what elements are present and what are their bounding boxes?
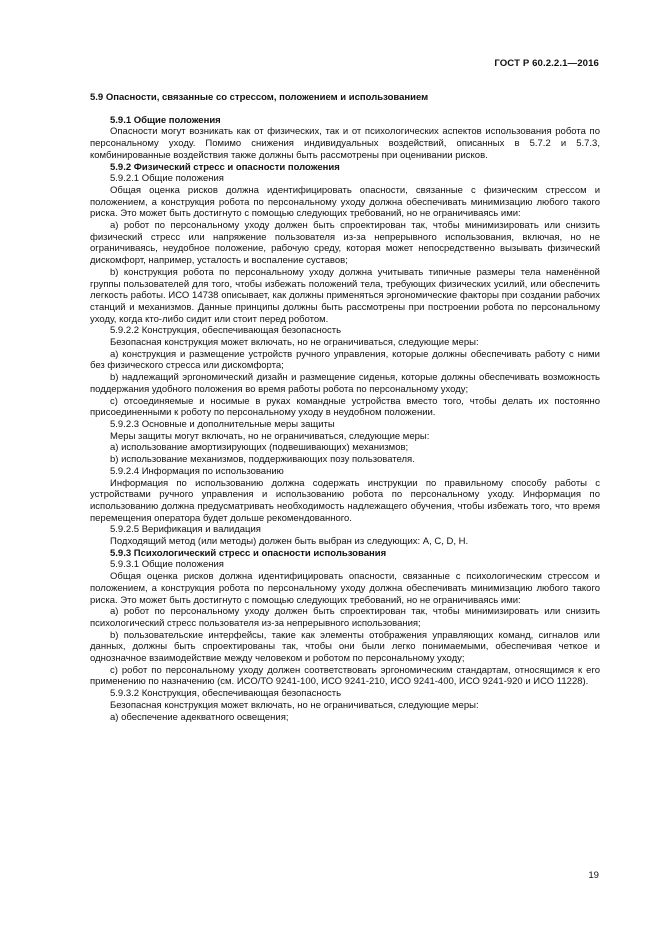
clause-heading-5-9-2-4: 5.9.2.4 Информация по использованию <box>110 465 284 477</box>
subsection-heading-5-9-1: 5.9.1 Общие положения <box>110 114 221 126</box>
paragraph: Меры защиты могут включать, но не ограничиваться, следующие меры: <box>110 430 430 442</box>
clause-heading-5-9-2-5: 5.9.2.5 Верификация и валидация <box>110 524 261 536</box>
section-heading-5-9: 5.9 Опасности, связанные со стрессом, положением и использованием <box>90 92 429 103</box>
clause-heading-5-9-2-2: 5.9.2.2 Конструкция, обеспечивающая безопасность <box>110 325 342 337</box>
document-body <box>90 92 600 723</box>
list-item: b) использование механизмов, поддерживающих позу пользователя. <box>110 454 415 466</box>
clause-heading-5-9-3-2: 5.9.3.2 Конструкция, обеспечивающая безопасность <box>110 688 342 700</box>
list-item: b) надлежащий эргономический дизайн и размещение сиденья, которые должны обеспечивать возможность поддержания удобного положения во время работы робота по персональному уходу; <box>90 372 600 395</box>
clause-heading-5-9-2-1: 5.9.2.1 Общие положения <box>110 173 224 185</box>
list-item: b) конструкция робота по персональному уходу должна учитывать типичные размеры тела наменённой группы пользователей для того, чтобы избежать положений тела, требующих физических усилий, или обеспечить легкость работы. ИСО 14738 описывает, как должны применяться эргономические факторы при создании рабочих станций и механизмов. Данные принципы должны быть рассмотрены при построении робота по персональному уходу, когда кто-либо сидит или стоит перед роботом. <box>90 266 600 325</box>
paragraph: Общая оценка рисков должна идентифицировать опасности, связанные с психологическим стрессом и положением, а конструкция робота по персональному уходу должна обеспечивать минимизацию любого такого риска. Это может быть достигнуто с помощью следующих требований, но не ограничиваясь ими: <box>90 571 600 606</box>
paragraph: Безопасная конструкция может включать, но не ограничиваться, следующие меры: <box>110 337 479 349</box>
paragraph: Общая оценка рисков должна идентифицировать опасности, связанные с физическим стрессом и положением, а конструкция робота по персональному уходу должна обеспечивать минимизацию любого такого риска. Это может быть достигнуто с помощью следующих требований, но не ограничиваясь ими: <box>90 184 600 220</box>
list-item: a) обеспечение адекватного освещения; <box>110 711 289 723</box>
paragraph: Подходящий метод (или методы) должен быть выбран из следующих: A, C, D, H. <box>110 536 469 548</box>
list-item: c) отсоединяемые и носимые в руках командные устройства вместо того, чтобы делать их постоянно присоединенными к роботу по персональному уходу в неудобном положении. <box>90 395 600 419</box>
list-item: a) использование амортизирующих (подвешивающих) механизмов; <box>110 442 409 454</box>
subsection-heading-5-9-3: 5.9.3 Психологический стресс и опасности использования <box>110 547 387 559</box>
subsection-heading-5-9-2: 5.9.2 Физический стресс и опасности положения <box>110 161 340 173</box>
list-item: a) конструкция и размещение устройств ручного управления, которые должны обеспечивать работу с ними без физического стресса или дискомфорта; <box>90 348 600 372</box>
paragraph: Безопасная конструкция может включать, но не ограничиваться, следующие меры: <box>110 699 479 711</box>
clause-heading-5-9-3-1: 5.9.3.1 Общие положения <box>110 559 224 571</box>
paragraph: Информация по использованию должна содержать инструкции по правильному способу работы с устройствами ручного управления и использованию робота по персональному уходу. Информация по использованию должна предусматривать необходимость надлежащего обучения, чтобы избежать того, что время перемещения оператора будет дольше рекомендованного. <box>90 477 600 524</box>
paragraph: Опасности могут возникать как от физических, так и от психологических аспектов использования робота по персональному уходу. Помимо снижения индивидуальных воздействий, описанных в 5.7.2 и 5.7.3, комбинированные воздействия также должны быть рассмотрены при оценивании рисков. <box>90 126 600 161</box>
list-item: a) робот по персональному уходу должен быть спроектирован так, чтобы минимизировать или снизить психологический стресс пользователя из-за непрерывного использования; <box>90 606 600 629</box>
document-header: ГОСТ Р 60.2.2.1—2016 <box>494 58 599 69</box>
clause-heading-5-9-2-3: 5.9.2.3 Основные и дополнительные меры защиты <box>110 418 335 430</box>
list-item: a) робот по персональному уходу должен быть спроектирован так, чтобы минимизировать или снизить физический стресс или напряжение пользователя из-за непрерывного использования, включая, но не ограничиваясь, неудобное положение, рабочую среду, которая может непосредственно вызывать физический дискомфорт, например, усталость и воспаление суставов; <box>90 220 600 267</box>
page-number: 19 <box>588 870 599 881</box>
list-item: b) пользовательские интерфейсы, такие как элементы отображения управляющих команд, сигналов или данных, должны быть спроектированы так, чтобы они были легко понимаемыми, обеспечивая четкое и однозначное взаимодействие между человеком и роботом по персональному уходу; <box>90 629 600 665</box>
list-item: c) робот по персональному уходу должен соответствовать эргономическим стандартам, относящимся к его применению по назначению (см. ИСО/ТО 9241-100, ИСО 9241-210, ИСО 9241-400, ИСО 9241-920 и ИСО 11228). <box>90 664 600 688</box>
